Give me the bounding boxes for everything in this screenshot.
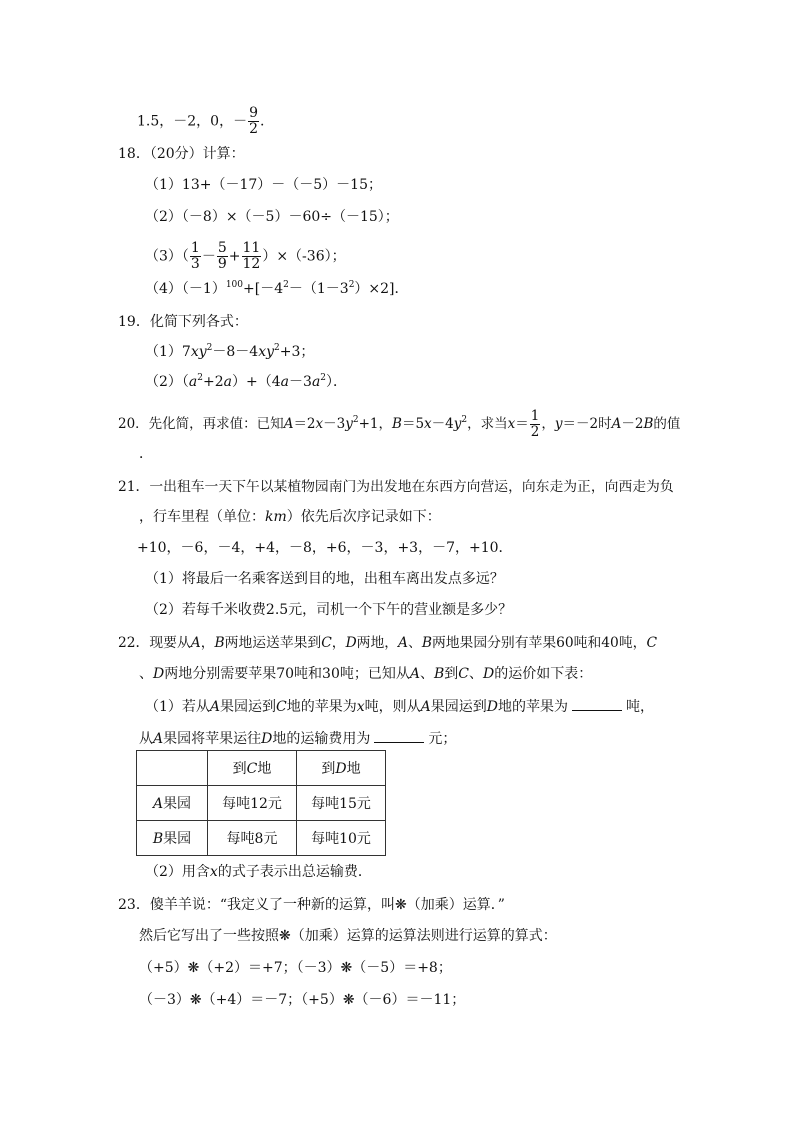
table-cell: 每吨8元	[208, 821, 297, 856]
q22-line1	[118, 633, 657, 653]
var: xy	[190, 344, 207, 360]
text: 两地，	[356, 635, 399, 651]
text: 果园将苹果运往	[163, 731, 262, 747]
text: ，	[331, 635, 346, 651]
text: 的运价如下表：	[494, 666, 593, 682]
q19-part1	[145, 342, 314, 362]
text: +[－4	[243, 281, 284, 297]
frac-den: 2	[249, 121, 259, 137]
text: 、	[420, 666, 434, 682]
q18-part3	[145, 241, 346, 272]
freight-price-table	[136, 750, 386, 856]
text: 元；	[428, 731, 457, 747]
table-row-label-b	[137, 821, 208, 856]
fraction-one-half	[530, 409, 541, 440]
var: x	[356, 699, 365, 715]
exponent: 2	[274, 343, 280, 353]
q22-line2	[139, 664, 592, 684]
var: x	[209, 864, 218, 880]
var: B	[392, 416, 402, 432]
q22-part1-line1	[145, 696, 654, 717]
var: y	[453, 416, 462, 432]
fraction-5-9	[217, 241, 228, 272]
var: a	[188, 374, 198, 390]
table-header-to-d	[297, 751, 386, 786]
fraction-11-12	[242, 241, 262, 272]
var: B	[421, 635, 432, 651]
text: ＝－2时	[562, 416, 612, 432]
var: a	[311, 374, 321, 390]
text: 果园运到	[220, 699, 277, 715]
text: （1）若从	[145, 699, 210, 715]
table-row	[137, 751, 386, 786]
text: ＝2	[293, 416, 316, 432]
text: ）×（-36）；	[262, 248, 346, 265]
var: A	[611, 416, 622, 432]
text: ＝	[515, 416, 529, 432]
text: －（1－3	[288, 281, 349, 297]
frac-den: 3	[190, 256, 200, 272]
q18-title: 18．（20分）计算：	[118, 146, 245, 162]
text: 果园	[163, 831, 192, 847]
q18-part1: （1）13+（－17）－（－5）－15；	[145, 177, 382, 193]
var: B	[214, 635, 225, 651]
text: ，	[200, 635, 215, 651]
table-row-label-a	[137, 786, 208, 821]
text: 22．现要从	[118, 635, 191, 651]
var: x	[424, 416, 432, 432]
q19-part2	[145, 372, 347, 392]
frac-den: 12	[242, 256, 261, 272]
table-cell: 每吨10元	[297, 821, 386, 856]
exponent: 2	[206, 343, 213, 353]
text: ）依先后次序记录如下：	[286, 509, 441, 525]
var: A	[153, 731, 164, 747]
frac-den: 2	[530, 424, 540, 440]
text: ＝5	[401, 416, 425, 432]
text: 地	[257, 761, 272, 777]
text: 、	[469, 666, 484, 682]
fraction-nine-halves	[248, 106, 259, 137]
text: +3；	[279, 344, 315, 360]
text: （3）（	[145, 248, 189, 265]
var: A	[398, 635, 409, 651]
table-header-to-c	[208, 751, 297, 786]
top-number-list	[137, 106, 264, 137]
exponent: 2	[461, 415, 468, 425]
var: A	[190, 635, 201, 651]
exponent: 100	[225, 280, 244, 290]
answer-blank	[374, 728, 424, 743]
table-cell-empty	[137, 751, 208, 786]
text: 的式子表示出总运输费．	[217, 864, 372, 880]
exponent: 2	[320, 373, 327, 383]
text: （1）7	[145, 344, 191, 360]
text: （2）（	[145, 374, 189, 390]
text: 果园	[163, 796, 192, 812]
text: 、	[139, 666, 153, 682]
frac-num: 11	[242, 240, 261, 256]
unit: km	[265, 509, 287, 525]
text: －2	[621, 416, 644, 432]
text: ）+（4	[232, 374, 281, 390]
var: C	[276, 699, 287, 715]
table-row	[137, 821, 386, 856]
exponent: 2	[348, 280, 355, 290]
var: y	[554, 416, 563, 432]
text: 两地果园分别有苹果60吨和40吨，	[431, 635, 647, 651]
text: 地的苹果为	[498, 699, 569, 715]
var: C	[646, 635, 657, 651]
var: A	[409, 666, 420, 682]
var: xy	[258, 344, 275, 360]
number-list-text: 1.5，－2，0，－	[137, 113, 248, 130]
table-row	[137, 786, 386, 821]
var: a	[223, 374, 233, 390]
frac-den: 9	[217, 256, 227, 272]
var: C	[246, 761, 258, 777]
q21-part2: （2）若每千米收费2.5元，司机一个下午的营业额是多少？	[145, 602, 513, 618]
q20-line1	[118, 409, 680, 440]
var: D	[486, 699, 499, 715]
text: （2）用含	[145, 864, 210, 880]
text: ，行车里程（单位：	[139, 509, 265, 525]
q23-line3: （+5）❋（+2）＝+7；（－3）❋（－5）＝+8；	[139, 960, 452, 976]
var: A	[283, 416, 294, 432]
q22-part1-line2	[139, 728, 456, 749]
frac-num: 5	[217, 240, 227, 256]
text: 到	[444, 666, 459, 682]
table-cell: 每吨15元	[297, 786, 386, 821]
text: ，	[541, 416, 555, 432]
frac-num: 1	[190, 240, 200, 256]
q23-line4: （－3）❋（+4）＝－7；（+5）❋（－6）＝－11；	[139, 992, 466, 1008]
var: D	[153, 666, 165, 682]
var: A	[152, 796, 164, 812]
text: －3	[289, 374, 312, 390]
text: －8－4	[212, 344, 259, 360]
text: 果园运到	[430, 699, 487, 715]
var: B	[434, 666, 445, 682]
text: 地的苹果为	[286, 699, 357, 715]
text: ）×2]．	[354, 281, 409, 297]
exponent: 2	[197, 373, 204, 383]
frac-num: 9	[249, 105, 259, 121]
text: 吨，则从	[364, 699, 421, 715]
q20-line2: ．	[139, 446, 153, 462]
text: 到	[232, 761, 247, 777]
q21-data: +10，－6，－4，+4，－8，+6，－3，+3，－7，+10．	[137, 540, 513, 556]
var: A	[420, 699, 431, 715]
text: +1，	[358, 416, 393, 432]
q21-line1: 21．一出租车一天下午以某植物园南门为出发地在东西方向营运，向东走为正，向西走为负	[118, 479, 674, 495]
var: D	[261, 731, 273, 747]
var: a	[280, 374, 290, 390]
operator: －	[201, 248, 216, 265]
text: －4	[431, 416, 454, 432]
text: 、	[408, 635, 422, 651]
var: A	[209, 699, 221, 715]
period: .	[260, 113, 265, 130]
var: B	[643, 416, 654, 432]
q18-part4	[145, 279, 409, 299]
var: y	[345, 416, 353, 432]
text: ，求当	[467, 416, 508, 432]
text: 20．先化简，再求值：已知	[118, 416, 284, 432]
q21-part1: （1）将最后一名乘客送到目的地，出租车离出发点多远？	[145, 571, 504, 587]
answer-blank	[572, 696, 622, 711]
text: 地的运输费用为	[272, 731, 371, 747]
q22-part2	[145, 862, 372, 882]
text: 两地分别需要苹果70吨和30吨；已知从	[164, 666, 410, 682]
table-cell: 每吨12元	[208, 786, 297, 821]
operator: +	[228, 248, 241, 265]
text: 的值	[653, 416, 681, 432]
exponent: 2	[352, 415, 359, 425]
text: 到	[321, 761, 336, 777]
q19-title: 19．化简下列各式：	[118, 314, 248, 330]
q23-line1: 23．傻羊羊说：“我定义了一种新的运算，叫❋（加乘）运算．”	[118, 897, 505, 913]
var: D	[483, 666, 495, 682]
fraction-1-3	[190, 241, 201, 272]
text: 两地运送苹果到	[224, 635, 322, 651]
text: 从	[139, 731, 153, 747]
var: C	[321, 635, 332, 651]
frac-num: 1	[530, 408, 540, 424]
q18-part2: （2）（－8）×（－5）－60÷（－15）；	[145, 209, 399, 225]
var: D	[345, 635, 357, 651]
exponent: 2	[283, 280, 289, 290]
text: （4）（－1）	[145, 281, 226, 297]
q23-line2: 然后它写出了一些按照❋（加乘）运算的运算法则进行运算的算式：	[139, 928, 557, 944]
var: x	[507, 416, 516, 432]
var: D	[335, 761, 347, 777]
text: +2	[203, 374, 224, 390]
q21-line2	[139, 507, 441, 527]
text: 吨，	[626, 699, 655, 715]
text: 地	[346, 761, 361, 777]
text: －3	[323, 416, 346, 432]
var: C	[458, 666, 470, 682]
text: ）．	[326, 374, 348, 390]
var: x	[315, 416, 324, 432]
var: B	[152, 831, 164, 847]
